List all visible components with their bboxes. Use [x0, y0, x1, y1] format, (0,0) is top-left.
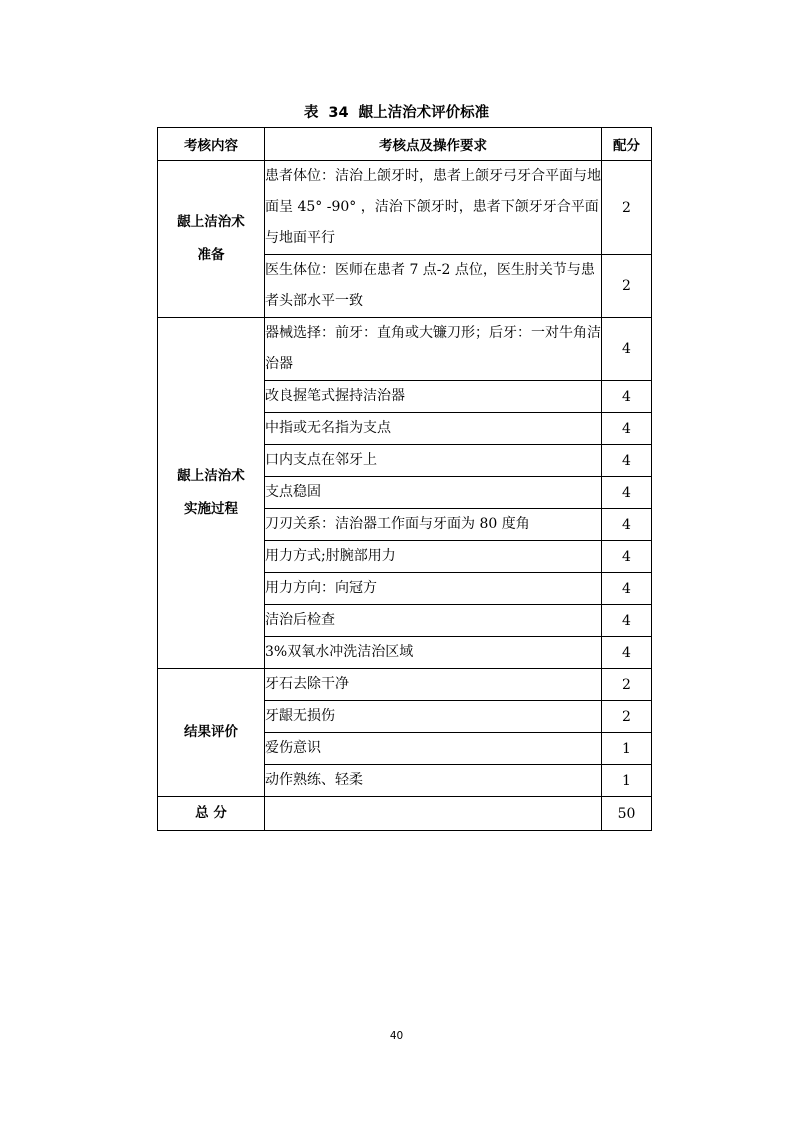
requirement-cell: 动作熟练、轻柔 — [265, 765, 602, 797]
header-score: 配分 — [602, 128, 652, 161]
requirement-cell: 口内支点在邻牙上 — [265, 445, 602, 477]
table-row — [158, 318, 652, 381]
header-category: 考核内容 — [158, 128, 265, 161]
score-cell: 4 — [602, 637, 652, 669]
score-cell: 2 — [602, 161, 652, 255]
requirement-cell: 支点稳固 — [265, 477, 602, 509]
score-cell: 4 — [602, 381, 652, 413]
header-requirement: 考核点及操作要求 — [265, 128, 602, 161]
score-cell: 4 — [602, 509, 652, 541]
total-blank-cell — [265, 797, 602, 831]
score-cell: 4 — [602, 477, 652, 509]
category-line: 结果评价 — [184, 724, 238, 740]
total-label: 总 分 — [158, 797, 265, 831]
table-title: 表 34 龈上洁治术评价标准 — [303, 105, 490, 121]
table-row — [158, 669, 652, 701]
score-cell: 2 — [602, 669, 652, 701]
requirement-cell: 用力方向：向冠方 — [265, 573, 602, 605]
header-row — [158, 128, 652, 161]
requirement-cell: 3%双氧水冲洗洁治区域 — [265, 637, 602, 669]
score-cell: 2 — [602, 255, 652, 318]
requirement-cell: 医生体位：医师在患者 7 点-2 点位，医生肘关节与患者头部水平一致 — [265, 255, 602, 318]
requirement-cell: 改良握笔式握持洁治器 — [265, 381, 602, 413]
evaluation-table — [157, 127, 652, 831]
score-cell: 4 — [602, 605, 652, 637]
requirement-cell: 患者体位：洁治上颌牙时，患者上颌牙弓牙合平面与地面呈 45° -90° ，洁治下颌牙时，患者下颌牙牙合平面与地面平行 — [265, 161, 602, 255]
score-cell: 1 — [602, 733, 652, 765]
category-line: 准备 — [197, 247, 225, 263]
requirement-cell: 牙石去除干净 — [265, 669, 602, 701]
requirement-cell: 刀刃关系：洁治器工作面与牙面为 80 度角 — [265, 509, 602, 541]
score-cell: 4 — [602, 318, 652, 381]
section-category-evaluation — [158, 669, 265, 797]
requirement-cell: 器械选择：前牙：直角或大镰刀形；后牙：一对牛角洁治器 — [265, 318, 602, 381]
category-line: 龈上洁治术 — [177, 214, 245, 230]
requirement-cell: 牙龈无损伤 — [265, 701, 602, 733]
score-cell: 2 — [602, 701, 652, 733]
score-cell: 1 — [602, 765, 652, 797]
table-row — [158, 161, 652, 255]
total-score: 50 — [602, 797, 652, 831]
section-category-implementation — [158, 318, 265, 669]
requirement-cell: 爱伤意识 — [265, 733, 602, 765]
score-cell: 4 — [602, 413, 652, 445]
requirement-cell: 洁治后检查 — [265, 605, 602, 637]
requirement-cell: 用力方式;肘腕部用力 — [265, 541, 602, 573]
requirement-cell: 中指或无名指为支点 — [265, 413, 602, 445]
score-cell: 4 — [602, 541, 652, 573]
page-number: 40 — [389, 1030, 404, 1042]
section-category-preparation — [158, 161, 265, 318]
total-row — [158, 797, 652, 831]
score-cell: 4 — [602, 573, 652, 605]
category-line: 龈上洁治术 — [177, 468, 245, 484]
score-cell: 4 — [602, 445, 652, 477]
category-line: 实施过程 — [184, 501, 238, 517]
